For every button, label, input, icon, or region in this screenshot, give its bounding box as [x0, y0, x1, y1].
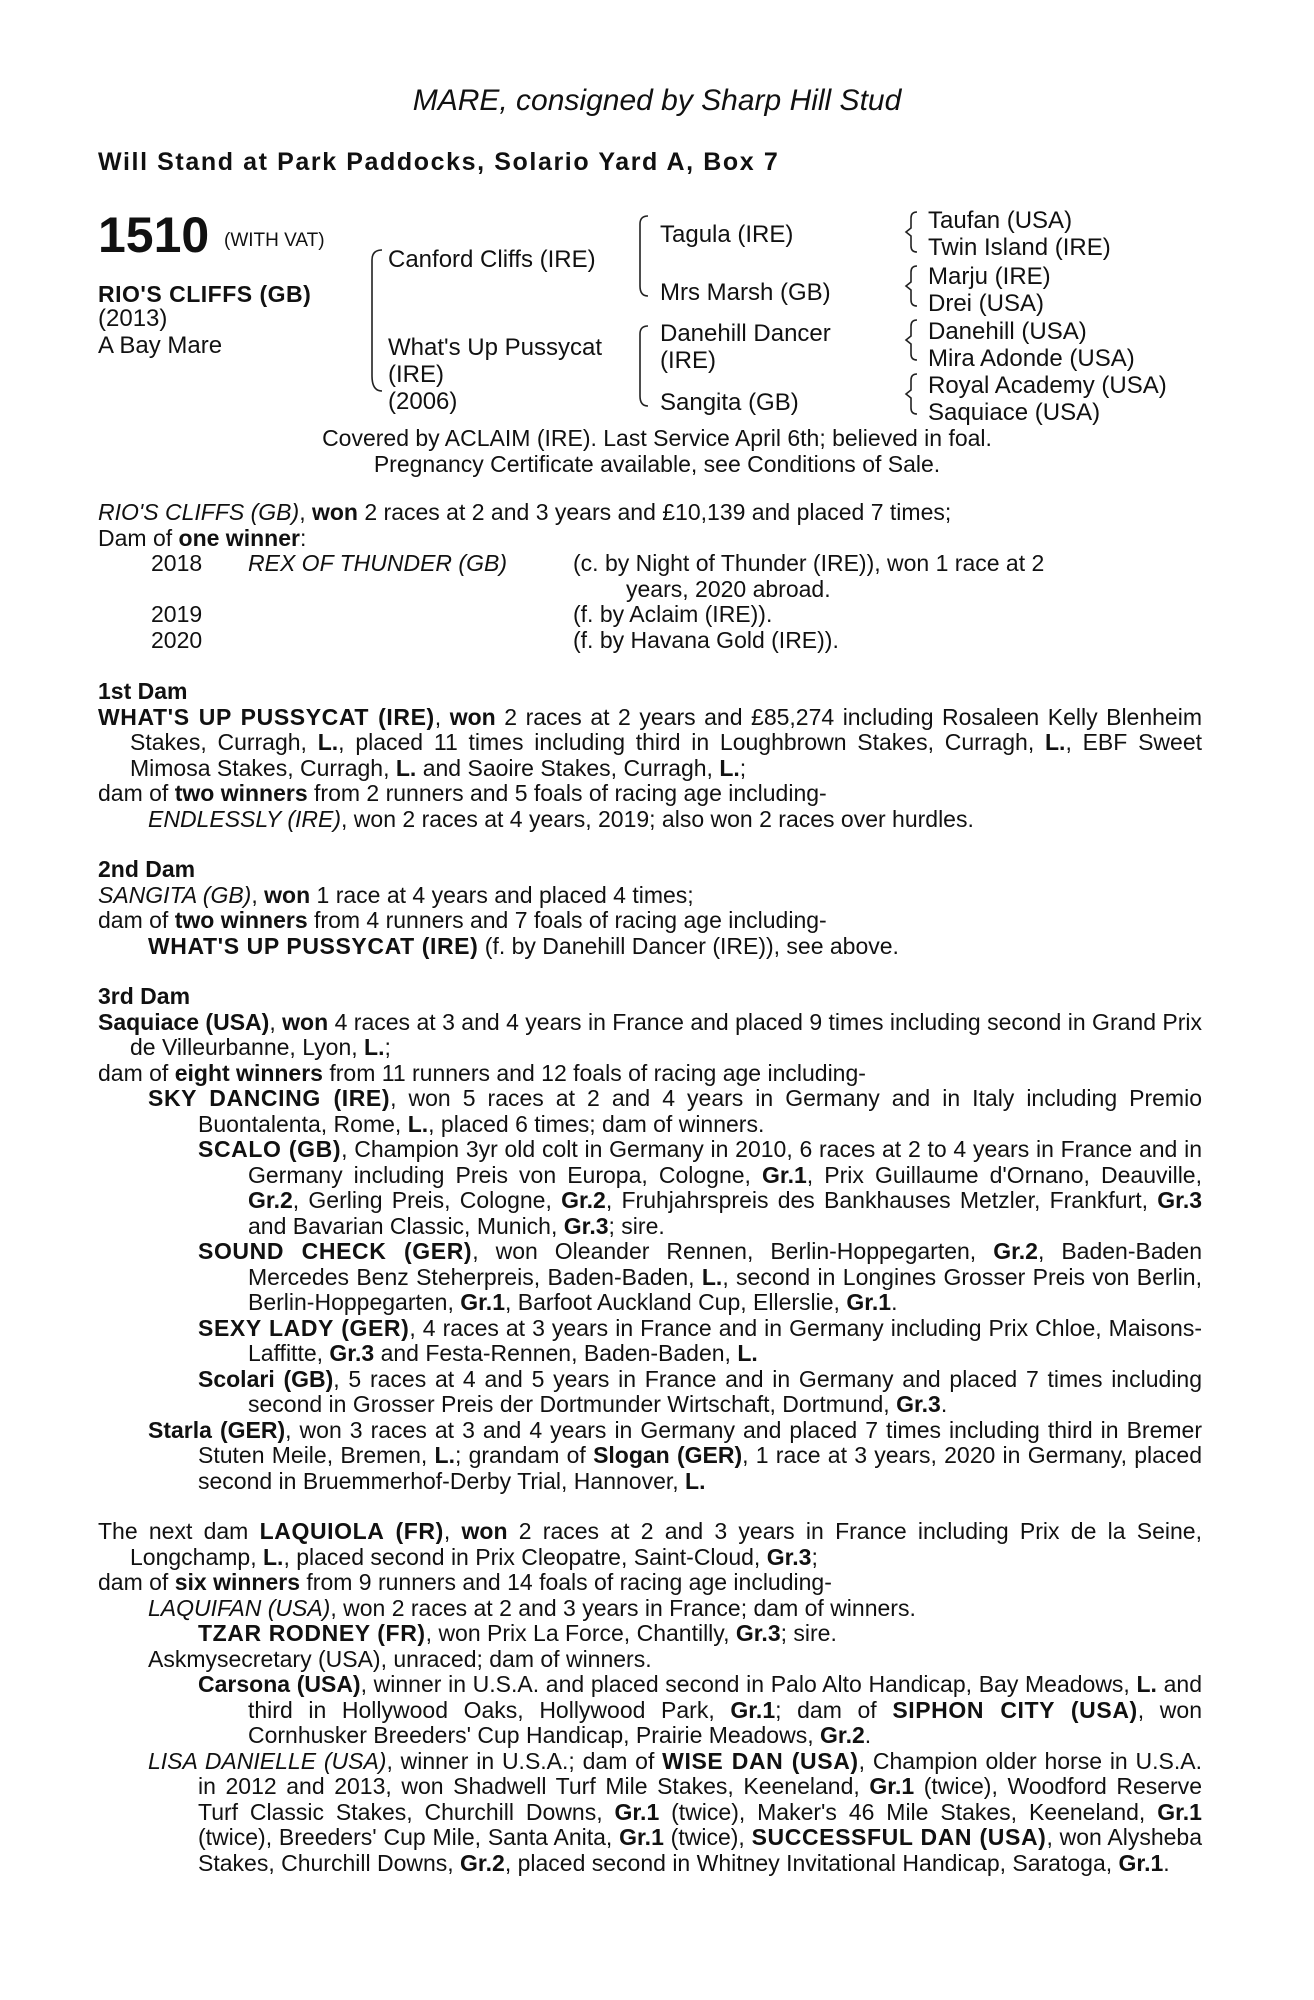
pedigree-bracket-g2	[903, 262, 923, 312]
dam2-progeny: WHAT'S UP PUSSYCAT (IRE) (f. by Danehill Dancer (IRE)), see above.	[148, 932, 899, 959]
pedigree-dam-sire-line2: (IRE)	[660, 347, 716, 374]
dam3-progeny-sky-dancing: SKY DANCING (IRE), won 5 races at 2 and 4 years in Germany and in Italy including Premio Buontalenta, Rome, L., placed 6 times; dam of winners.	[148, 1085, 1202, 1137]
pedigree-sire: Canford Cliffs (IRE)	[388, 246, 596, 273]
pedigree-dam-line2: (IRE)	[388, 361, 444, 388]
vat-label: (WITH VAT)	[224, 230, 325, 251]
pedigree-bracket-g3	[903, 316, 923, 366]
pedigree-g4: Drei (USA)	[928, 290, 1045, 317]
pedigree-dam-line3: (2006)	[388, 388, 458, 415]
dam1-heading: 1st Dam	[98, 678, 188, 704]
pedigree-g6: Mira Adonde (USA)	[928, 345, 1135, 372]
dam2-record: SANGITA (GB), won 1 race at 4 years and placed 4 times;	[98, 881, 694, 908]
dam3-grandprogeny-sexy-lady: SEXY LADY (GER), 4 races at 3 years in France and in Germany including Prix Chloe, Maisons-Laffitte, Gr.3 and Festa-Rennen, Baden-Baden, L.	[198, 1314, 1202, 1366]
nextdam-dam-of: dam of six winners from 9 runners and 14 foals of racing age including-	[98, 1569, 832, 1595]
nextdam-grandprogeny-lisa-danielle: LISA DANIELLE (USA), winner in U.S.A.; dam of WISE DAN (USA), Champion older horse in U.S.A. in 2012 and 2013, won Shadwell Turf Mile Stakes, Keeneland, Gr.1 (twice), Woodford Reserve Turf Classic Stakes, Churchill Downs, Gr.1 (twice), Maker's 46 Mile Stakes, Keeneland, Gr.1 (twice), Breeders' Cup Mile, Santa Anita, Gr.1 (twice), SUCCESSFUL DAN (USA), won Alysheba Stakes, Churchill Downs, Gr.2, placed second in Whitney Invitational Handicap, Saratoga, Gr.1.	[148, 1747, 1202, 1876]
dam3-grandprogeny-scalo: SCALO (GB), Champion 3yr old colt in Germany in 2010, 6 races at 2 to 4 years in France and in Germany including Preis von Europa, Cologne, Gr.1, Prix Guillaume d'Ornano, Deauville, Gr.2, Gerling Preis, Cologne, Gr.2, Fruhjahrspreis des Bankhauses Metzler, Frankfurt, Gr.3 and Bavarian Classic, Munich, Gr.3; sire.	[198, 1136, 1203, 1239]
dam3-progeny-starla: Starla (GER), won 3 races at 3 and 4 years in Germany and placed 7 times including third in Bremer Stuten Meile, Bremen, L.; grandam of Slogan (GER), 1 race at 3 years, 2020 in Germany, placed second in Bruemmerhof-Derby Trial, Hannover, L.	[148, 1416, 1202, 1494]
pedigree-bracket-dam	[630, 322, 654, 412]
pedigree-dam-sire-line1: Danehill Dancer	[660, 320, 831, 347]
dam1-dam-of: dam of two winners from 2 runners and 5 foals of racing age including-	[98, 780, 827, 806]
nextdam-record: The next dam LAQUIOLA (FR), won 2 races at 2 and 3 years in France including Prix de la Seine, Longchamp, L., placed second in Prix Cleopatre, Saint-Cloud, Gr.3;	[98, 1518, 1202, 1570]
produce-row: 2020 (f. by Havana Gold (IRE)).	[151, 626, 839, 653]
pedigree-bracket-g1	[903, 208, 923, 258]
catalogue-body	[98, 500, 1202, 1876]
pedigree-g3: Marju (IRE)	[928, 263, 1051, 290]
produce-record: RIO'S CLIFFS (GB), won 2 races at 2 and 3 years and £10,139 and placed 7 times;	[98, 499, 952, 525]
nextdam-grandprogeny-tzar-rodney: TZAR RODNEY (FR), won Prix La Force, Chantilly, Gr.3; sire.	[198, 1620, 837, 1646]
pedigree-g8: Saquiace (USA)	[928, 399, 1101, 426]
dam3-heading: 3rd Dam	[98, 983, 191, 1009]
dam3-grandprogeny-scolari: Scolari (GB), 5 races at 4 and 5 years in France and in Germany and placed 7 times including second in Grosser Preis der Dortmunder Wirtschaft, Dortmund, Gr.3.	[198, 1365, 1202, 1417]
pedigree-bracket-sire	[630, 212, 654, 302]
pedigree-g7: Royal Academy (USA)	[928, 372, 1167, 399]
nextdam-progeny-askmysecretary: Askmysecretary (USA), unraced; dam of winners.	[148, 1645, 652, 1672]
pedigree-sire-sire: Tagula (IRE)	[660, 221, 794, 248]
pedigree-bracket-g4	[903, 370, 923, 420]
lot-number: 1510	[98, 207, 210, 263]
pedigree-bracket-main	[360, 246, 390, 406]
dam3-grandprogeny-sound-check: SOUND CHECK (GER), won Oleander Rennen, Berlin-Hoppegarten, Gr.2, Baden-Baden Mercedes Benz Steherpreis, Baden-Baden, L., second in Longines Grosser Preis von Berlin, Berlin-Hoppegarten, Gr.1, Barfoot Auckland Cup, Ellerslie, Gr.1.	[198, 1238, 1203, 1315]
pregnancy-note: Pregnancy Certificate available, see Conditions of Sale.	[373, 451, 941, 477]
pedigree-g1: Taufan (USA)	[928, 207, 1073, 234]
pedigree-sire-dam: Mrs Marsh (GB)	[660, 279, 831, 306]
covered-note: Covered by ACLAIM (IRE). Last Service April 6th; believed in foal.	[322, 425, 992, 451]
horse-name: RIO'S CLIFFS (GB)	[98, 281, 312, 307]
produce-row: 2019 (f. by Aclaim (IRE)).	[151, 601, 773, 627]
dam3-dam-of: dam of eight winners from 11 runners and 12 foals of racing age including-	[98, 1059, 866, 1086]
dam2-dam-of: dam of two winners from 4 runners and 7 foals of racing age including-	[98, 907, 827, 933]
pedigree-dam-line1: What's Up Pussycat	[388, 334, 602, 361]
stand-location: Will Stand at Park Paddocks, Solario Yard A, Box 7	[98, 148, 780, 176]
dam3-record: Saquiace (USA), won 4 races at 3 and 4 years in France and placed 9 times including second in Grand Prix de Villeurbanne, Lyon, L.;	[98, 1008, 1203, 1060]
page-title: MARE, consigned by Sharp Hill Stud	[412, 84, 902, 117]
horse-description: A Bay Mare	[98, 332, 223, 359]
produce-row-cont: years, 2020 abroad.	[626, 575, 831, 602]
produce-dam-of: Dam of one winner:	[98, 524, 307, 551]
pedigree-dam-dam: Sangita (GB)	[660, 389, 799, 416]
pedigree-g5: Danehill (USA)	[928, 318, 1087, 345]
horse-year: (2013)	[98, 305, 168, 332]
dam1-progeny: ENDLESSLY (IRE), won 2 races at 4 years, 2019; also won 2 races over hurdles.	[148, 805, 974, 832]
dam2-heading: 2nd Dam	[98, 856, 196, 882]
dam1-record: WHAT'S UP PUSSYCAT (IRE), won 2 races at 2 years and £85,274 including Rosaleen Kelly Blenheim Stakes, Curragh, L., placed 11 times including third in Loughbrown Stakes, Curragh, L., EBF Sweet Mimosa Stakes, Curragh, L. and Saoire Stakes, Curragh, L.;	[98, 703, 1203, 781]
produce-row: 2018 REX OF THUNDER (GB) (c. by Night of Thunder (IRE)), won 1 race at 2	[151, 550, 1045, 576]
nextdam-grandprogeny-carsona: Carsona (USA), winner in U.S.A. and placed second in Palo Alto Handicap, Bay Meadows, L. and third in Hollywood Oaks, Hollywood Park, Gr.1; dam of SIPHON CITY (USA), won Cornhusker Breeders' Cup Handicap, Prairie Meadows, Gr.2.	[198, 1671, 1203, 1748]
nextdam-progeny-laquifan: LAQUIFAN (USA), won 2 races at 2 and 3 years in France; dam of winners.	[148, 1594, 916, 1621]
pedigree-g2: Twin Island (IRE)	[928, 234, 1111, 261]
